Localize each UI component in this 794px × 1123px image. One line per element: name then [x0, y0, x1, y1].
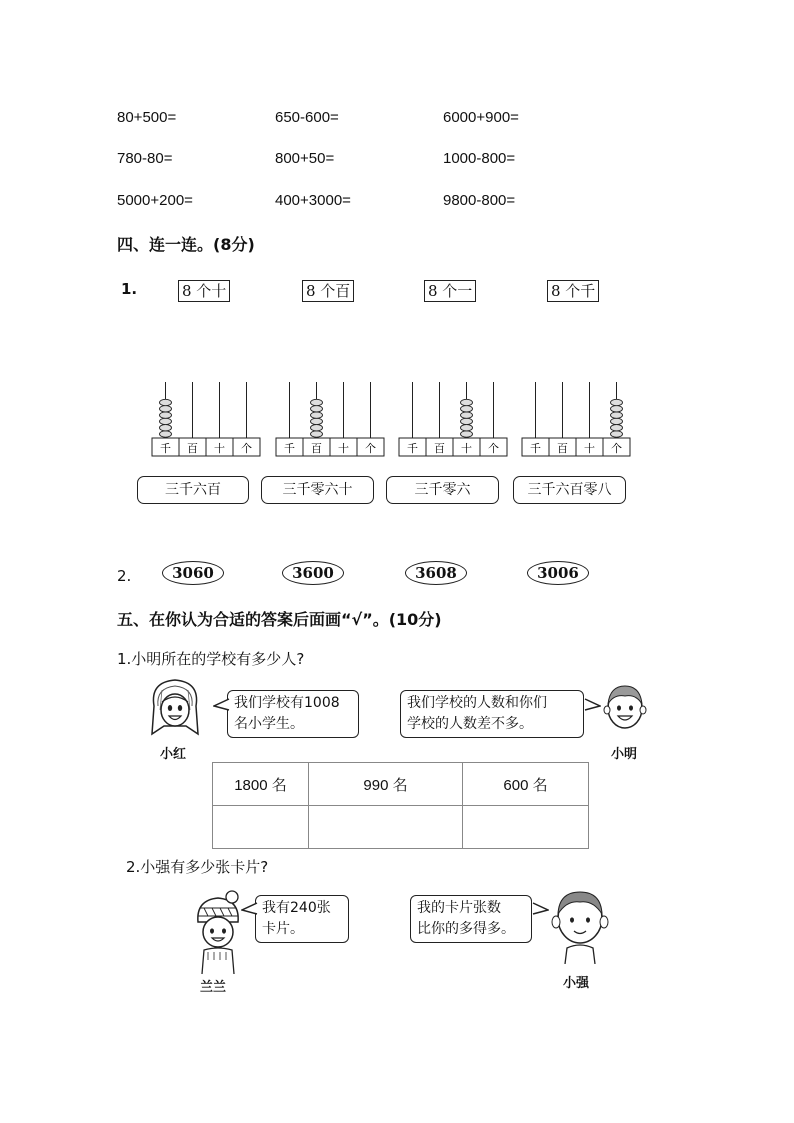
abacus-column-label: 十 — [214, 442, 225, 455]
section4-title: 四、连一连。(8分) — [117, 235, 255, 254]
speech-bubble-xiaohong — [227, 690, 359, 738]
q2-number: 2. — [117, 567, 132, 585]
name-xiaoqiang: 小强 — [563, 976, 590, 991]
section5-title: 五、在你认为合适的答案后面画“√”。(10分) — [117, 610, 442, 629]
abacus-bead — [461, 406, 473, 412]
calc-item: 6000+900= — [443, 109, 519, 126]
abacus-column-label: 十 — [584, 442, 595, 455]
abacus-bead — [160, 412, 172, 418]
speech-bubble-xiaoming — [400, 690, 584, 738]
abacus-bead — [311, 406, 323, 412]
abacus-column-label: 百 — [187, 442, 198, 455]
abacus-bead — [160, 431, 172, 437]
answer-cell[interactable] — [463, 806, 589, 849]
abacus-bead — [461, 412, 473, 418]
boy-xiaoqiang-icon — [547, 884, 613, 964]
abacus — [521, 378, 633, 458]
place-label-tens[interactable]: 8 个十 — [178, 280, 230, 302]
numeral-oval[interactable]: 3060 — [162, 561, 224, 585]
abacus-bead — [611, 406, 623, 412]
bubble-line: 我们学校有1008 — [234, 695, 340, 711]
bubble-line: 比你的多得多。 — [417, 921, 515, 937]
table-row — [213, 806, 589, 849]
calc-item: 780-80= — [117, 150, 173, 167]
abacus-column-label: 千 — [530, 442, 541, 455]
name-lanlan: 兰兰 — [200, 980, 227, 995]
table-row — [213, 763, 589, 806]
abacus-column-label: 百 — [557, 442, 568, 455]
answer-table — [212, 762, 589, 849]
q1-number: 1. — [121, 280, 138, 298]
answer-cell[interactable] — [213, 806, 309, 849]
abacus-bead — [160, 425, 172, 431]
bubble-tail-icon — [583, 698, 601, 712]
abacus-bead — [311, 399, 323, 405]
name-xiaoming: 小明 — [611, 747, 638, 762]
word-number[interactable]: 三千零六十 — [261, 476, 374, 504]
calc-item: 650-600= — [275, 109, 339, 126]
option-cell: 1800 名 — [213, 763, 309, 806]
place-label-hundreds[interactable]: 8 个百 — [302, 280, 354, 302]
abacus-bead — [461, 425, 473, 431]
abacus-bead — [160, 406, 172, 412]
option-cell: 990 名 — [309, 763, 463, 806]
abacus-column-label: 十 — [461, 442, 472, 455]
calc-item: 9800-800= — [443, 192, 516, 209]
abacus — [151, 378, 263, 458]
abacus-bead — [311, 431, 323, 437]
abacus-column-label: 千 — [284, 442, 295, 455]
abacus-bead — [611, 425, 623, 431]
abacus-column-label: 千 — [407, 442, 418, 455]
bubble-line: 学校的人数差不多。 — [407, 716, 533, 732]
bubble-line: 我们学校的人数和你们 — [407, 695, 547, 711]
abacus-column-label: 百 — [434, 442, 445, 455]
numeral-oval[interactable]: 3600 — [282, 561, 344, 585]
abacus-bead — [311, 425, 323, 431]
abacus-column-label: 十 — [338, 442, 349, 455]
abacus-bead — [461, 431, 473, 437]
abacus-bead — [611, 412, 623, 418]
abacus-bead — [461, 418, 473, 424]
bubble-line: 我的卡片张数 — [417, 900, 501, 916]
question-2: 2.小强有多少张卡片? — [126, 858, 269, 876]
answer-cell[interactable] — [309, 806, 463, 849]
abacus — [275, 378, 387, 458]
bubble-line: 我有240张 — [262, 900, 331, 916]
abacus-bead — [311, 418, 323, 424]
calc-item: 400+3000= — [275, 192, 351, 209]
abacus-bead — [311, 412, 323, 418]
question-1: 1.小明所在的学校有多少人? — [117, 650, 305, 668]
abacus-bead — [461, 399, 473, 405]
name-xiaohong: 小红 — [160, 747, 187, 762]
bubble-line: 卡片。 — [262, 921, 304, 937]
numeral-oval[interactable]: 3006 — [527, 561, 589, 585]
calc-item: 1000-800= — [443, 150, 516, 167]
numeral-oval[interactable]: 3608 — [405, 561, 467, 585]
abacus-column-label: 个 — [365, 442, 376, 455]
word-number[interactable]: 三千零六 — [386, 476, 499, 504]
place-label-ones[interactable]: 8 个一 — [424, 280, 476, 302]
girl-lanlan-icon — [190, 888, 246, 974]
abacus-bead — [160, 399, 172, 405]
speech-bubble-xiaoqiang — [410, 895, 532, 943]
calc-item: 800+50= — [275, 150, 335, 167]
abacus-column-label: 个 — [241, 442, 252, 455]
abacus-column-label: 个 — [488, 442, 499, 455]
abacus-bead — [611, 431, 623, 437]
place-label-thousands[interactable]: 8 个千 — [547, 280, 599, 302]
speech-bubble-lanlan — [255, 895, 349, 943]
bubble-line: 名小学生。 — [234, 716, 304, 732]
abacus-column-label: 个 — [611, 442, 622, 455]
abacus-column-label: 千 — [160, 442, 171, 455]
bubble-tail-icon — [213, 698, 231, 712]
calc-item: 5000+200= — [117, 192, 193, 209]
abacus-bead — [611, 399, 623, 405]
option-cell: 600 名 — [463, 763, 589, 806]
bubble-tail-icon — [241, 902, 259, 916]
word-number[interactable]: 三千六百零八 — [513, 476, 626, 504]
girl-xiaohong-icon — [146, 676, 204, 740]
calc-item: 80+500= — [117, 109, 177, 126]
word-number[interactable]: 三千六百 — [137, 476, 249, 504]
abacus-bead — [611, 418, 623, 424]
abacus — [398, 378, 510, 458]
abacus-column-label: 百 — [311, 442, 322, 455]
boy-xiaoming-icon — [600, 680, 650, 736]
abacus-bead — [160, 418, 172, 424]
